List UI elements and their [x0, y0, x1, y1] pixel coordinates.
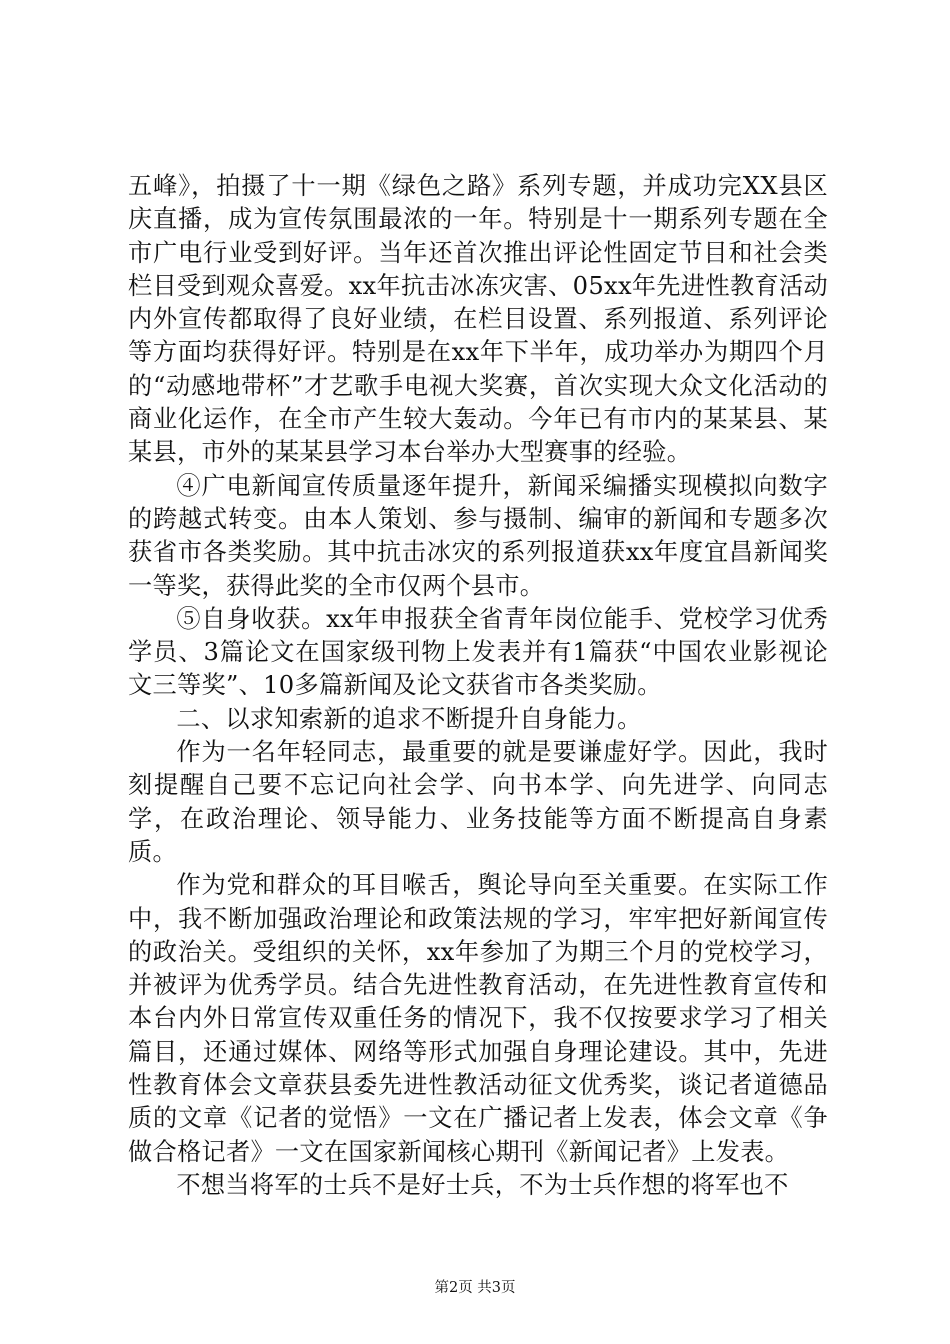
paragraph-1: 五峰》，拍摄了十一期《绿色之路》系列专题，并成功完XX县区庆直播，成为宣传氛围最浓的一年。特别是十一期系列专题在全市广电行业受到好评。当年还首次推出评论性固定节目和社会类栏目受到观众喜爱。xx年抗击冰冻灾害、05xx年先进性教育活动内外宣传都取得了良好业绩，在栏目设置、系列报道、系列评论等方面均获得好评。特别是在xx年下半年，成功举办为期四个月的“动感地带杯”才艺歌手电视大奖赛，首次实现大众文化活动的商业化运作，在全市产生较大轰动。今年已有市内的某某县、某某县，市外的某某县学习本台举办大型赛事的经验。	[128, 172, 828, 467]
page-footer: 第2页 共3页	[434, 1280, 516, 1296]
paragraph-6: 作为党和群众的耳目喉舌，舆论导向至关重要。在实际工作中，我不断加强政治理论和政策法规的学习，牢牢把好新闻宣传的政治关。受组织的关怀，xx年参加了为期三个月的党校学习，并被评为优秀学员。结合先进性教育活动，在先进性教育宣传和本台内外日常宣传双重任务的情况下，我不仅按要求学习了相关篇目，还通过媒体、网络等形式加强自身理论建设。其中，先进性教育体会文章获县委先进性教活动征文优秀奖，谈记者道德品质的文章《记者的觉悟》一文在广播记者上发表，体会文章《争做合格记者》一文在国家新闻核心期刊《新闻记者》上发表。	[128, 871, 828, 1166]
section-heading: 二、以求知索新的追求不断提升自身能力。	[176, 704, 642, 733]
paragraph-2: ④广电新闻宣传质量逐年提升，新闻采编播实现模拟向数字的跨越式转变。由本人策划、参与摄制、编审的新闻和专题多次获省市各类奖励。其中抗击冰灾的系列报道获xx年度宜昌新闻奖一等奖，获得此奖的全市仅两个县市。	[128, 471, 828, 600]
paragraph-3: ⑤自身收获。xx年申报获全省青年岗位能手、党校学习优秀学员、3篇论文在国家级刊物上发表并有1篇获“中国农业影视论文三等奖”、10多篇新闻及论文获省市各类奖励。	[128, 604, 828, 700]
paragraph-5: 作为一名年轻同志，最重要的就是要谦虚好学。因此，我时刻提醒自己要不忘记向社会学、向书本学、向先进学、向同志学，在政治理论、领导能力、业务技能等方面不断提高自身素质。	[128, 738, 828, 866]
document-body	[128, 170, 828, 1202]
paragraph-7: 不想当将军的士兵不是好士兵，不为士兵作想的将军也不	[176, 1170, 789, 1199]
